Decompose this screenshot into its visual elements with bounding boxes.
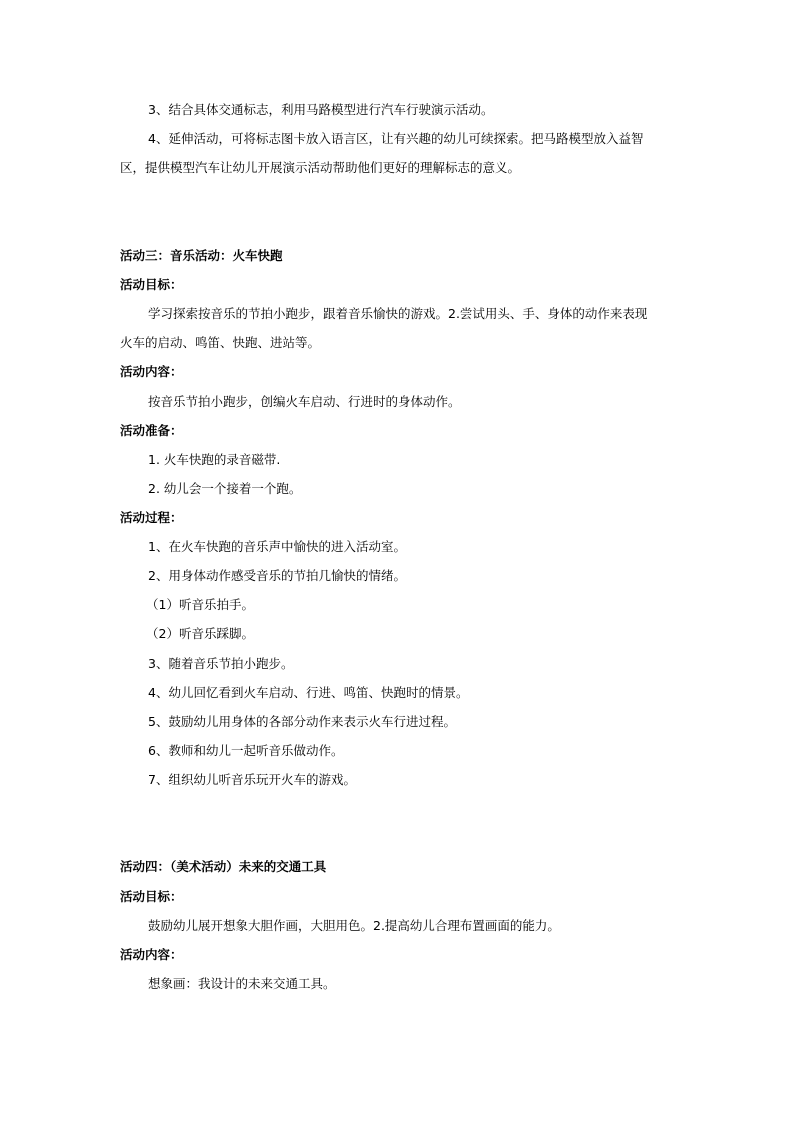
activity3-process-substep: （2）听音乐踩脚。 [146,626,254,641]
activity3-content-text: 按音乐节拍小跑步，创编火车启动、行进时的身体动作。 [148,394,461,409]
activity3-process-step: 2、用身体动作感受音乐的节拍几愉快的情绪。 [148,568,406,583]
activity4-content-text: 想象画：我设计的未来交通工具。 [148,976,336,991]
activity3-prep-heading: 活动准备： [120,423,183,438]
activity3-goal-heading: 活动目标： [120,277,183,292]
activity4-goal-heading: 活动目标： [120,889,183,904]
activity3-title: 活动三：音乐活动：火车快跑 [120,248,283,263]
activity3-process-step: 5、鼓励幼儿用身体的各部分动作来表示火车行进过程。 [148,714,456,729]
activity3-process-step: 7、组织幼儿听音乐玩开火车的游戏。 [148,772,356,787]
activity3-goal-line2: 火车的启动、鸣笛、快跑、进站等。 [120,335,321,350]
step-3-text: 3、结合具体交通标志，利用马路模型进行汽车行驶演示活动。 [148,102,494,117]
activity4-goal-text: 鼓励幼儿展开想象大胆作画，大胆用色。2.提高幼儿合理布置画面的能力。 [148,918,560,933]
step-4-text-line1: 4、延伸活动，可将标志图卡放入语言区，让有兴趣的幼儿可续探索。把马路模型放入益智 [148,131,644,146]
activity4-content-heading: 活动内容： [120,947,183,962]
activity3-process-heading: 活动过程： [120,510,183,525]
activity3-process-step: 3、随着音乐节拍小跑步。 [148,656,294,671]
activity3-prep-item: 1. 火车快跑的录音磁带. [148,452,281,467]
activity3-process-step: 6、教师和幼儿一起听音乐做动作。 [148,743,344,758]
activity3-goal-line1: 学习探索按音乐的节拍小跑步，跟着音乐愉快的游戏。2.尝试用头、手、身体的动作来表现 [148,306,648,321]
step-4-text-line2: 区，提供模型汽车让幼儿开展演示活动帮助他们更好的理解标志的意义。 [120,160,521,175]
activity4-title: 活动四：（美术活动）未来的交通工具 [120,859,327,874]
activity3-prep-item: 2. 幼儿会一个接着一个跑。 [148,481,302,496]
activity3-content-heading: 活动内容： [120,364,183,379]
activity3-process-step: 4、幼儿回忆看到火车启动、行进、鸣笛、快跑时的情景。 [148,685,469,700]
activity3-process-step: 1、在火车快跑的音乐声中愉快的进入活动室。 [148,539,406,554]
activity3-process-substep: （1）听音乐拍手。 [146,597,254,612]
